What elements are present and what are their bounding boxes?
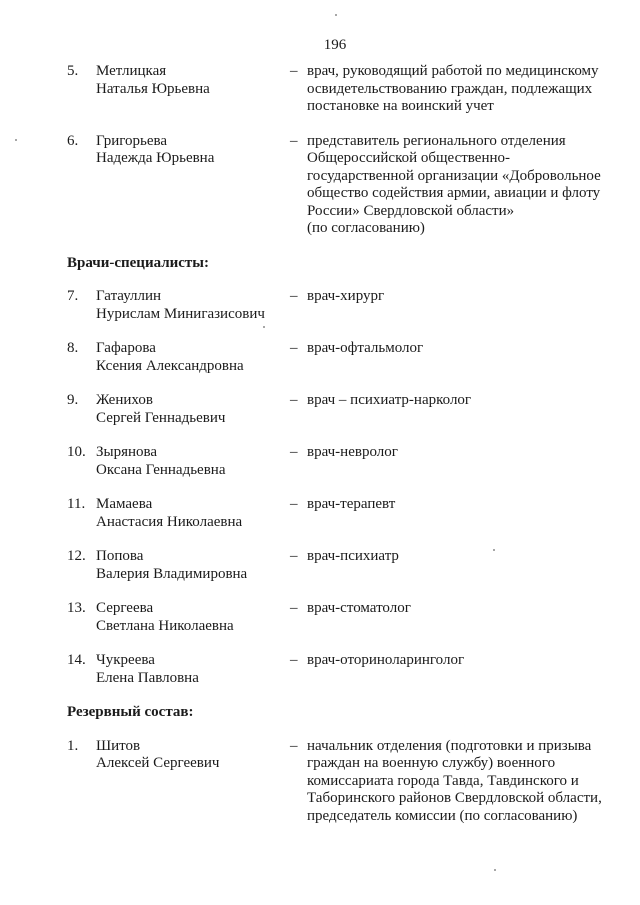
person-name [96,288,290,323]
person-name-line: Сергей Геннадьевич [96,409,226,426]
role-description [307,288,603,306]
item-number: 14. [67,652,86,668]
role-description-line: председатель комиссии (по согласованию) [307,807,578,824]
dash-separator: – [290,63,298,79]
person-name [96,496,290,531]
role-description [307,652,603,670]
role-description [307,63,603,116]
scan-speck [15,139,17,141]
person-name-line: Нурислам Минигазисович [96,305,265,322]
person-name [96,63,290,98]
roster-item [67,133,603,238]
person-name-line: Шитов [96,737,141,754]
roster-item [67,63,603,116]
person-name-line: Зырянова [96,444,158,460]
person-name [96,340,290,375]
item-number: 6. [67,132,79,149]
item-number: 8. [67,340,79,356]
person-name-line: Анастасия Николаевна [96,513,243,530]
role-description [307,444,603,462]
item-number: 11. [67,496,86,512]
role-description-line: Общероссийской общественно- [307,150,511,166]
role-description-line: врач-психиатр [307,548,399,564]
dash-separator: – [290,600,298,616]
role-description [307,548,603,566]
commission-roster [67,63,603,842]
dash-separator: – [290,548,298,564]
roster-item [67,600,603,635]
person-name-line: Светлана Николаевна [96,617,234,634]
scan-speck [493,549,495,551]
role-description-line: начальник отделения (подготовки и призыва [307,737,592,754]
dash-separator: – [290,340,298,356]
dash-separator: – [290,132,298,149]
dash-separator: – [290,737,298,754]
item-number: 1. [67,737,79,754]
role-description-line: граждан на военную службу) военного [307,755,556,771]
role-description-line: врач-хирург [307,288,385,304]
role-description-line: представитель регионального отделения [307,132,566,149]
person-name-line: Валерия Владимировна [96,565,248,582]
role-description-line: врач, руководящий работой по медицинскому [307,63,599,79]
role-description-line: России» Свердловской области» [307,202,515,219]
role-description [307,133,603,238]
role-description [307,496,603,514]
person-name-line: Чукреева [96,652,155,668]
roster-item [67,288,603,323]
item-number: 10. [67,444,86,460]
dash-separator: – [290,496,298,512]
person-name [96,652,290,687]
scan-speck [494,869,496,871]
role-description-line: врач-офтальмолог [307,340,424,356]
person-name [96,444,290,479]
role-description-line: Таборинского районов Свердловской области, [307,790,602,806]
person-name-line: Мамаева [96,496,153,512]
roster-item [67,444,603,479]
section-heading: Резервный состав: [67,704,194,720]
role-description [307,392,603,410]
person-name-line: Метлицкая [96,63,167,79]
item-number: 5. [67,63,79,79]
person-name [96,392,290,427]
person-name-line: Женихов [96,392,153,408]
page-number: 196 [323,37,347,53]
role-description-line: комиссариата города Тавда, Тавдинского и [307,772,579,789]
person-name [96,600,290,635]
role-description-line: врач-невролог [307,444,398,460]
scan-speck [335,14,337,16]
roster-item [67,392,603,427]
item-number: 9. [67,392,79,408]
role-description-line: освидетельствованию граждан, подлежащих [307,80,593,97]
role-description-line: врач-оториноларинголог [307,652,465,668]
section-heading: Врачи-специалисты: [67,254,210,271]
person-name-line: Сергеева [96,600,154,616]
item-number: 12. [67,548,86,564]
role-description-line: врач-стоматолог [307,600,411,616]
person-name [96,548,290,583]
dash-separator: – [290,444,298,460]
role-description [307,738,603,826]
role-description [307,340,603,358]
item-number: 13. [67,600,86,616]
person-name-line: Гатауллин [96,288,162,304]
dash-separator: – [290,288,298,304]
person-name-line: Гафарова [96,340,156,356]
role-description-line: общество содействия армии, авиации и флоту [307,185,601,201]
person-name-line: Надежда Юрьевна [96,150,215,166]
scan-speck [263,326,265,328]
roster-item [67,652,603,687]
role-description [307,600,603,618]
roster-item [67,738,603,826]
person-name-line: Попова [96,548,144,564]
roster-item [67,496,603,531]
person-name-line: Алексей Сергеевич [96,755,220,771]
person-name-line: Ксения Александровна [96,357,244,374]
role-description-line: врач – психиатр-нарколог [307,392,472,408]
person-name [96,738,290,773]
role-description-line: государственной организации «Добровольное [307,167,601,184]
person-name-line: Оксана Геннадьевна [96,461,226,478]
item-number: 7. [67,288,79,304]
person-name [96,133,290,168]
dash-separator: – [290,392,298,408]
dash-separator: – [290,652,298,668]
person-name-line: Елена Павловна [96,669,199,686]
role-description-line: (по согласованию) [307,220,425,236]
person-name-line: Григорьева [96,132,168,149]
roster-item [67,340,603,375]
role-description-line: постановке на воинский учет [307,98,494,114]
roster-item [67,548,603,583]
person-name-line: Наталья Юрьевна [96,80,210,97]
role-description-line: врач-терапевт [307,496,396,512]
